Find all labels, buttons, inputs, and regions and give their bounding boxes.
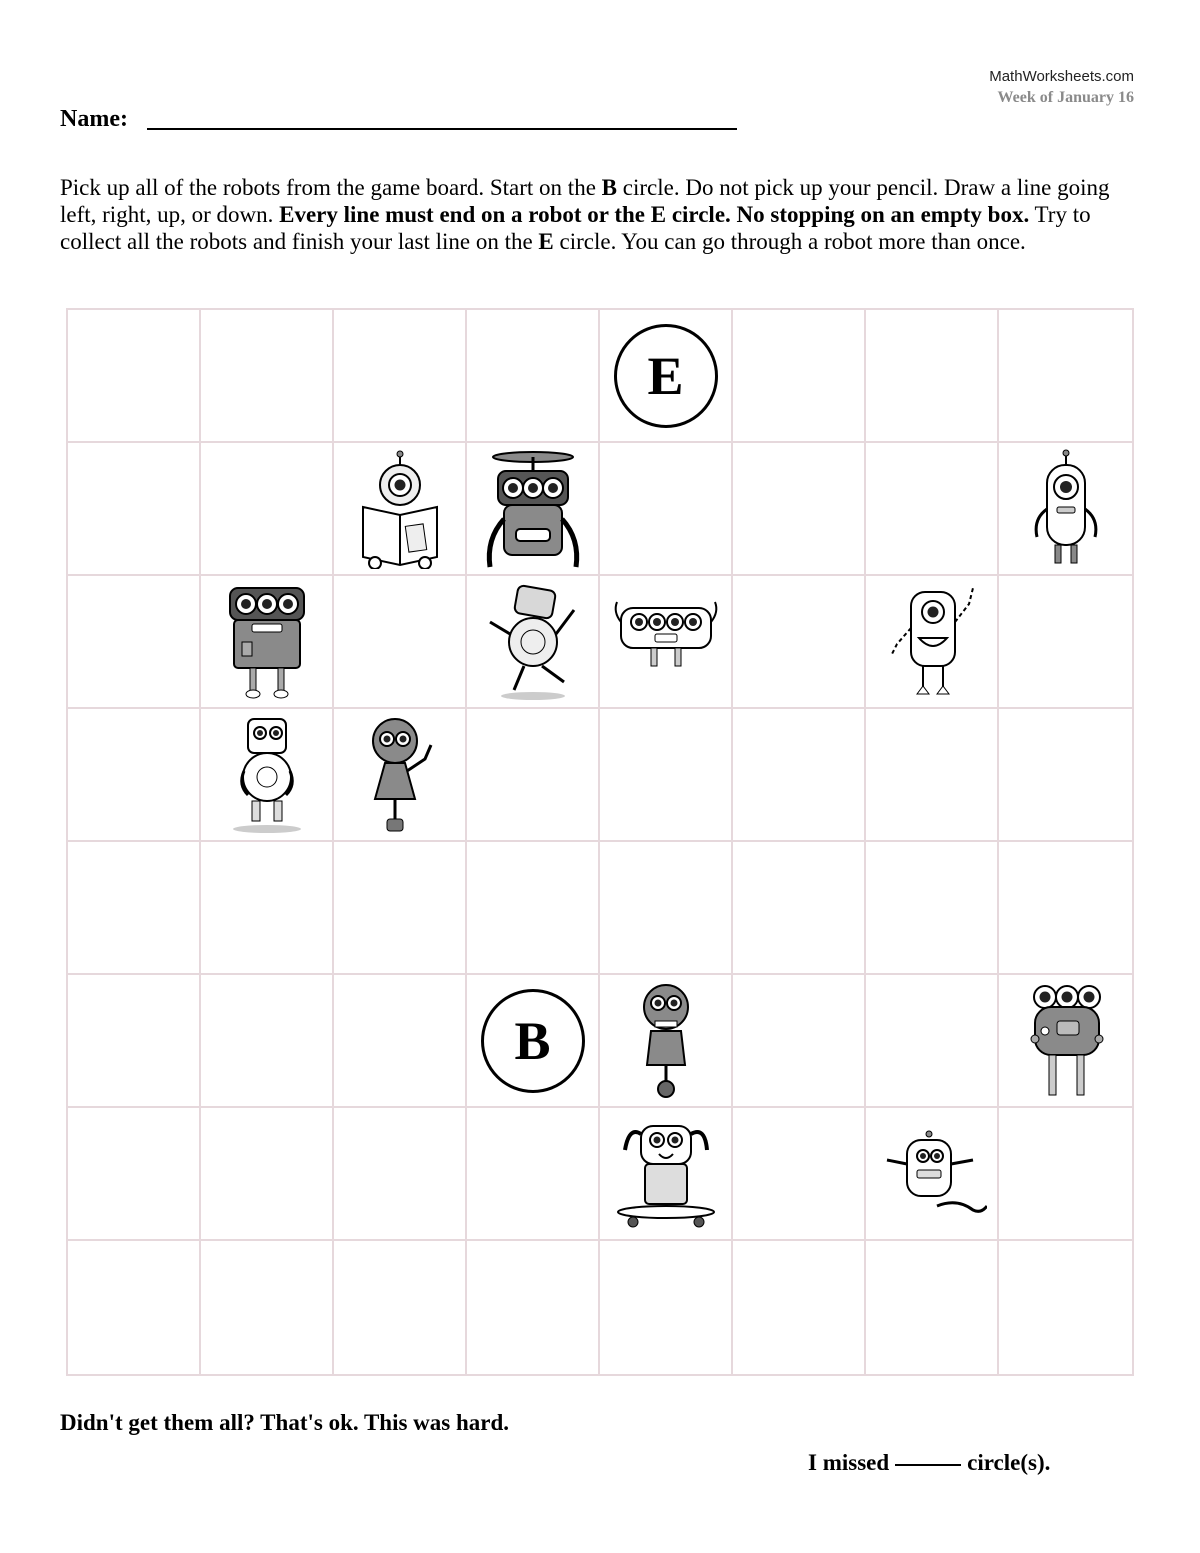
board-cell[interactable] [999,842,1132,975]
board-cell[interactable] [467,576,600,709]
board-cell[interactable] [999,709,1132,842]
board-cell[interactable] [201,842,334,975]
board-cell[interactable] [866,1108,999,1241]
waving-cyclops-robot-icon [877,582,987,702]
board-cell[interactable] [201,443,334,576]
board-cell[interactable] [733,576,866,709]
board-cell[interactable] [467,1241,600,1374]
board-cell[interactable] [600,1241,733,1374]
name-label: Name: [60,106,128,132]
lizard-robot-icon [877,1114,987,1234]
board-cell[interactable] [68,975,201,1108]
wheel-robot-icon [611,981,721,1101]
missed-blank[interactable] [895,1464,961,1466]
end-circle: E [614,324,718,428]
four-eyed-robot-icon [611,582,721,702]
board-cell[interactable] [467,443,600,576]
board-cell[interactable] [334,576,467,709]
board-cell[interactable] [999,310,1132,443]
board-cell[interactable] [334,975,467,1108]
board-cell[interactable] [334,709,467,842]
skateboard-dog-robot-icon [611,1114,721,1234]
board-cell[interactable] [999,1241,1132,1374]
propeller-robot-icon [478,449,588,569]
board-cell[interactable] [334,1108,467,1241]
one-eyed-robot-icon [1011,449,1121,569]
board-cell[interactable] [999,1108,1132,1241]
board-cell[interactable] [866,709,999,842]
board-cell[interactable] [733,443,866,576]
dancing-robot-icon [478,582,588,702]
missed-prefix: I missed [808,1450,890,1475]
board-cell[interactable] [68,310,201,443]
board-cell[interactable] [68,443,201,576]
board-cell[interactable] [600,975,733,1108]
board-cell[interactable] [201,975,334,1108]
instructions-text-1: Pick up all of the robots from the game board. Start on the [60,175,602,200]
board-cell[interactable] [334,310,467,443]
three-eyed-box-robot-icon [212,582,322,702]
board-cell[interactable] [467,709,600,842]
board-cell[interactable] [201,310,334,443]
board-cell[interactable] [600,310,733,443]
board-cell[interactable] [733,975,866,1108]
board-cell[interactable] [866,443,999,576]
reading-robot-icon [345,449,455,569]
instructions-bold-rule: Every line must end on a robot or the E circle. No stopping on an empty box. [279,202,1030,227]
begin-circle: B [481,989,585,1093]
board-cell[interactable] [201,1108,334,1241]
board-cell[interactable] [334,842,467,975]
missed-count-line [808,1450,1050,1476]
game-board [66,308,1134,1376]
board-cell[interactable] [467,310,600,443]
board-cell[interactable] [600,576,733,709]
instructions-text-2: circle. Do not pick up your pencil. Draw a line going left, right, up, or down. [60,175,1110,227]
board-cell[interactable] [866,975,999,1108]
instructions-bold-e: E [538,229,554,254]
board-cell[interactable] [866,1241,999,1374]
board-cell[interactable] [334,443,467,576]
board-cell[interactable] [999,576,1132,709]
board-cell[interactable] [201,576,334,709]
board-cell[interactable] [600,1108,733,1241]
name-line[interactable] [147,128,737,130]
instructions-bold-b: B [601,175,618,200]
board-cell[interactable] [68,1241,201,1374]
board-cell[interactable] [201,1241,334,1374]
board-cell[interactable] [467,842,600,975]
board-cell[interactable] [68,842,201,975]
board-cell[interactable] [68,1108,201,1241]
instructions-text-4: circle. You can go through a robot more than once. [553,229,1026,254]
site-header [989,66,1134,108]
board-cell[interactable] [733,709,866,842]
board-cell[interactable] [334,1241,467,1374]
board-cell[interactable] [68,709,201,842]
board-cell[interactable] [733,1241,866,1374]
board-cell[interactable] [733,1108,866,1241]
footer-note: Didn't get them all? That's ok. This was hard. [60,1410,510,1435]
board-cell[interactable] [467,975,600,1108]
instructions-text-3: Try to collect all the robots and finish your last line on the [60,202,1091,254]
girl-robot-icon [345,715,455,835]
square-head-robot-icon [212,715,322,835]
board-cell[interactable] [999,975,1132,1108]
site-name: MathWorksheets.com [989,68,1134,85]
board-cell[interactable] [201,709,334,842]
board-cell[interactable] [600,443,733,576]
instructions [60,174,1140,255]
board-cell[interactable] [733,842,866,975]
board-cell[interactable] [866,576,999,709]
board-cell[interactable] [467,1108,600,1241]
board-cell[interactable] [866,310,999,443]
missed-suffix: circle(s). [967,1450,1051,1475]
board-cell[interactable] [999,443,1132,576]
week-label: Week of January 16 [997,89,1134,106]
board-cell[interactable] [733,310,866,443]
board-cell[interactable] [68,576,201,709]
three-eyed-round-robot-icon [1011,981,1121,1101]
board-cell[interactable] [600,842,733,975]
board-cell[interactable] [866,842,999,975]
board-cell[interactable] [600,709,733,842]
